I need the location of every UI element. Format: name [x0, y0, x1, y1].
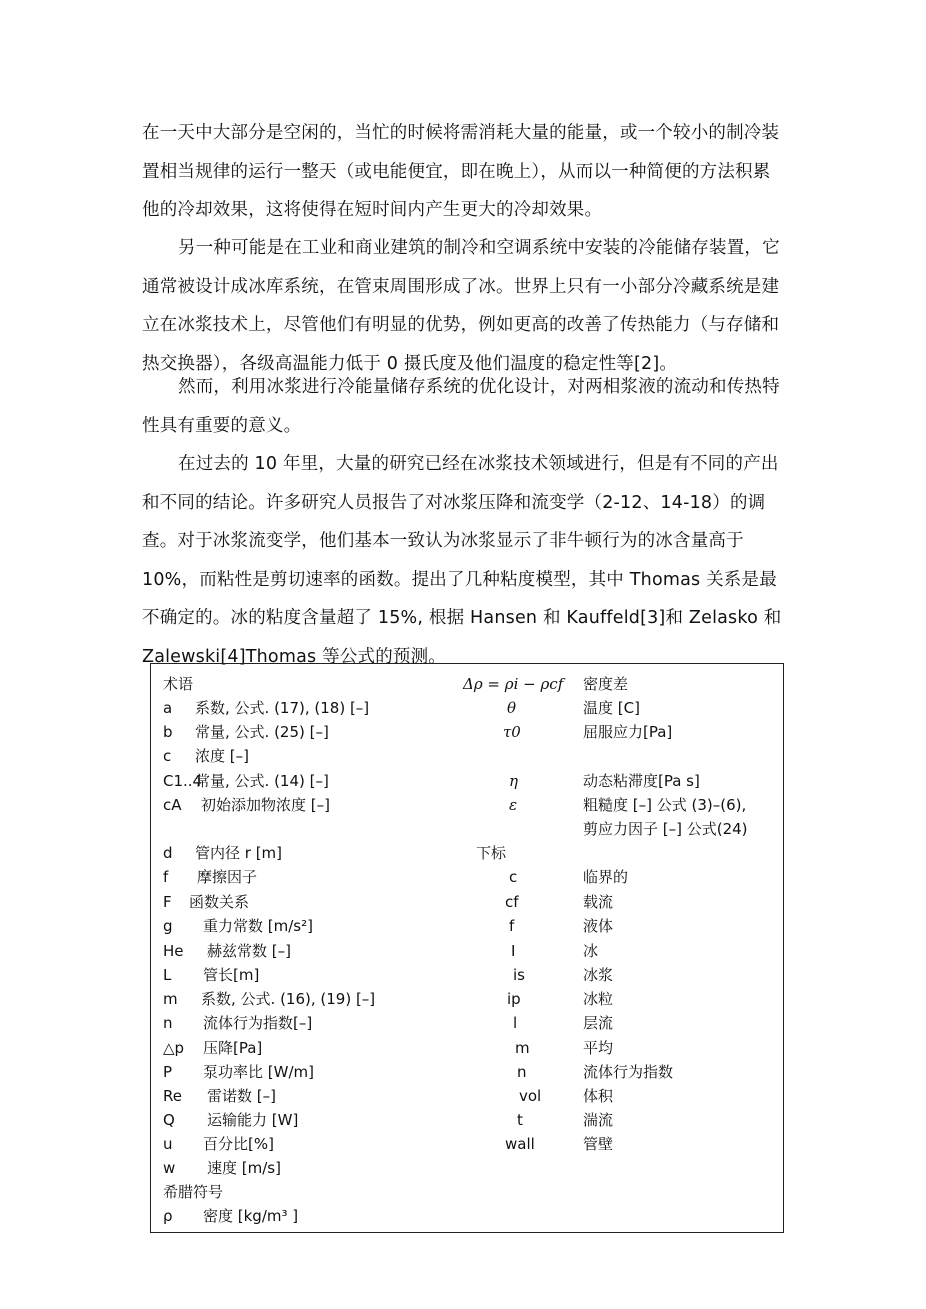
subscript-description: 冰 [583, 942, 599, 960]
nomenclature-symbol: P [163, 1063, 173, 1081]
nomenclature-symbol: F [163, 893, 172, 911]
greek-symbol: ρ [163, 1207, 173, 1225]
subscript-symbol: c [509, 868, 518, 886]
nomenclature-symbol: f [163, 868, 169, 886]
subscript-description: 层流 [583, 1014, 614, 1032]
nomenclature-description: 运输能力 [W] [207, 1111, 299, 1129]
nomenclature-symbol: d [163, 844, 173, 862]
nomenclature-description: 系数, 公式. (17), (18) [–] [195, 699, 370, 717]
nomenclature-symbol: L [163, 966, 172, 984]
nomenclature-symbol: c [163, 747, 172, 765]
nomenclature-description: 摩擦因子 [197, 868, 258, 886]
nomenclature-description: 常量, 公式. (25) [–] [195, 723, 329, 741]
nomenclature-description: 压降[Pa] [203, 1039, 263, 1057]
paragraph-2: 另一种可能是在工业和商业建筑的制冷和空调系统中安装的冷能储存装置，它通常被设计成冰库系统，在管束周围形成了冰。世界上只有一小部分冷藏系统是建立在冰浆技术上，尽管他们有明显的优势，例如更高的改善了传热能力（与存储和热交换器），各级高温能力低于 0 摄氏度及他们温度的稳定性等[2]。 [142, 238, 780, 374]
nomenclature-symbol: g [163, 917, 173, 935]
nomenclature-description: 泵功率比 [W/m] [203, 1063, 314, 1081]
subscript-description: 载流 [583, 893, 614, 911]
nomenclature-symbol: Q [163, 1111, 175, 1129]
nomenclature-description: 屈服应力[Pa] [583, 723, 673, 741]
subscript-symbol: m [515, 1039, 530, 1057]
nomenclature-description: 剪应力因子 [–] 公式(24) [583, 820, 748, 838]
nomenclature-symbol: m [163, 990, 178, 1008]
nomenclature-description: 函数关系 [189, 893, 250, 911]
nomenclature-symbol: △p [163, 1039, 185, 1057]
nomenclature-description: 雷诺数 [–] [207, 1087, 276, 1105]
greek-symbol: η [509, 772, 518, 790]
nomenclature-description: 管长[m] [203, 966, 260, 984]
nomenclature-symbol: Re [163, 1087, 182, 1105]
subscript-symbol: l [513, 1014, 518, 1032]
nomenclature-description: 动态粘滞度[Pa s] [583, 772, 700, 790]
nomenclature-symbol: cA [163, 796, 182, 814]
greek-symbol: τ0 [503, 723, 521, 741]
nomenclature-description: 赫兹常数 [–] [207, 942, 291, 960]
subscript-description: 湍流 [583, 1111, 614, 1129]
subscript-symbol: f [509, 917, 515, 935]
nomenclature-symbol: b [163, 723, 173, 741]
nomenclature-description: 温度 [C] [583, 699, 640, 717]
subscript-symbol: I [511, 942, 516, 960]
greek-description: 密度 [kg/m³ ] [203, 1207, 299, 1225]
nomenclature-description: 初始添加物浓度 [–] [201, 796, 330, 814]
subscript-description: 管壁 [583, 1135, 614, 1153]
greek-symbol: ε [509, 796, 518, 814]
paragraph-3: 然而，利用冰浆进行冷能量储存系统的优化设计，对两相浆液的流动和传热特性具有重要的意义。 [142, 377, 780, 436]
subscript-description: 平均 [583, 1039, 614, 1057]
nomenclature-symbol: C1..4 [163, 772, 203, 790]
nomenclature-symbol: n [163, 1014, 173, 1032]
nomenclature-symbol: w [163, 1159, 176, 1177]
subscript-description: 临界的 [583, 868, 629, 886]
nomenclature-description: 管内径 r [m] [195, 844, 283, 862]
greek-symbol: θ [507, 699, 517, 717]
subscript-description: 冰粒 [583, 990, 614, 1008]
subscript-symbol: vol [519, 1087, 542, 1105]
paragraph-1: 在一天中大部分是空闲的，当忙的时候将需消耗大量的能量，或一个较小的制冷装置相当规律的运行一整天（或电能便宜，即在晚上），从而以一种简便的方法积累他的冷却效果，这将使得在短时间内产生更大的冷却效果。 [142, 123, 780, 220]
nomenclature-description: 百分比[%] [203, 1135, 274, 1153]
greek-heading: 希腊符号 [163, 1183, 224, 1201]
subscript-symbol: n [517, 1063, 527, 1081]
nomenclature-description: 常量, 公式. (14) [–] [195, 772, 329, 790]
subscript-symbol: is [513, 966, 525, 984]
paragraph-4: 在过去的 10 年里，大量的研究已经在冰浆技术领域进行，但是有不同的产出和不同的结论。许多研究人员报告了对冰浆压降和流变学（2-12、14-18）的调查。对于冰浆流变学，他们基本一致认为冰浆显示了非牛顿行为的冰含量高于 10%，而粘性是剪切速率的函数。提出了几种粘度模型，其中 Thomas 关系是最不确定的。冰的粘度含量超了 15%, 根据 Hansen 和 Kauffeld[3]和 Zelasko 和 Zalewski[4]Thomas 等公式的预测。 [142, 454, 782, 667]
nomenclature-symbol: a [163, 699, 173, 717]
subscript-description: 体积 [583, 1087, 614, 1105]
subscript-description: 液体 [583, 917, 614, 935]
subscript-description: 流体行为指数 [583, 1063, 674, 1081]
greek-symbol: Δρ = ρi − ρcf [463, 675, 564, 693]
nomenclature-symbol: He [163, 942, 184, 960]
subscript-symbol: cf [505, 893, 519, 911]
nomenclature-description: 重力常数 [m/s²] [203, 917, 313, 935]
subscript-symbol: t [517, 1111, 523, 1129]
nomenclature-description: 密度差 [583, 675, 629, 693]
subscript-symbol: ip [507, 990, 521, 1008]
nomenclature-symbol: u [163, 1135, 173, 1153]
nomenclature-description: 浓度 [–] [195, 747, 249, 765]
nomenclature-box [150, 663, 784, 1233]
nomenclature-description: 速度 [m/s] [207, 1159, 281, 1177]
nomenclature-heading: 术语 [163, 675, 194, 693]
nomenclature-description: 粗糙度 [–] 公式 (3)–(6), [583, 796, 747, 814]
nomenclature-description: 流体行为指数[–] [203, 1014, 313, 1032]
subscript-symbol: wall [505, 1135, 535, 1153]
subscript-heading: 下标 [476, 844, 507, 862]
nomenclature-description: 系数, 公式. (16), (19) [–] [201, 990, 376, 1008]
subscript-description: 冰浆 [583, 966, 614, 984]
